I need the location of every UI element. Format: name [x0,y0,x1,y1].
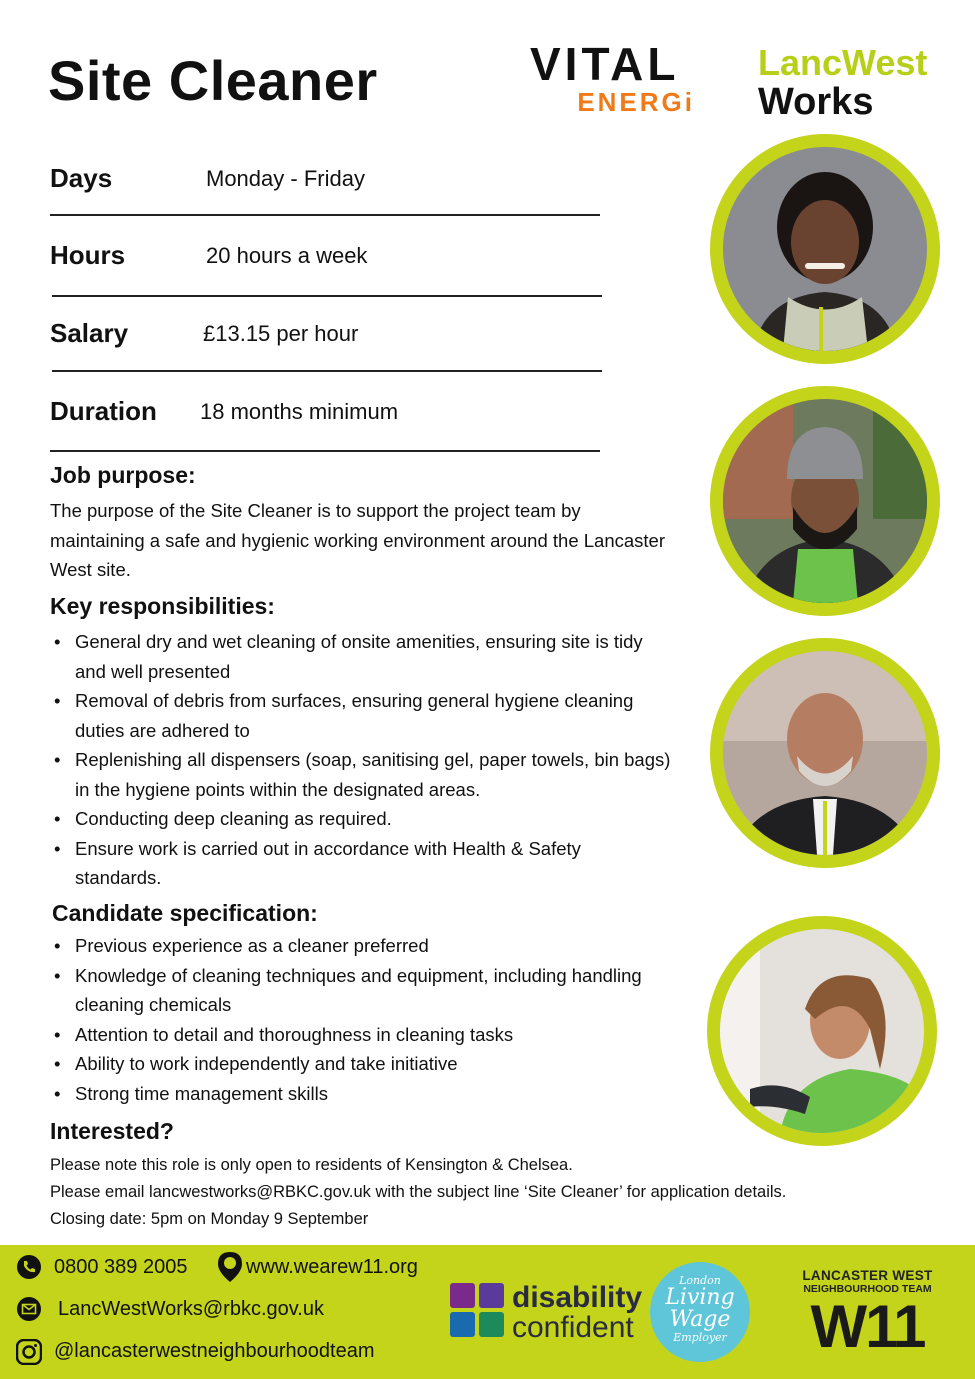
lw-living: Living [665,1285,735,1310]
job-purpose-line: maintaining a safe and hygienic working environment around the Lancaster [50,529,665,551]
social-handle[interactable]: @lancasterwestneighbourhoodteam [54,1340,375,1362]
staff-photo [707,916,937,1146]
job-purpose-line: West site. [50,559,131,580]
location-pin-icon [218,1252,242,1287]
responsibilities-heading: Key responsibilities: [50,593,275,619]
list-item: • Ensure work is carried out in accordance with Health & Safety standards. [50,834,670,893]
responsibilities-list [50,627,670,893]
list-item: • General dry and wet cleaning of onsite amenities, ensuring site is tidy and well presented [50,627,670,686]
page-title: Site Cleaner [48,49,378,112]
list-item: • Attention to detail and thoroughness in cleaning tasks [50,1020,642,1050]
instagram-icon [16,1339,42,1370]
website-link[interactable]: www.wearew11.org [246,1256,418,1278]
list-item: • Removal of debris from surfaces, ensuring general hygiene cleaning duties are adhered to [50,686,670,745]
job-purpose-text [50,496,710,585]
lw-london: London [679,1274,721,1287]
lancwest-logo-text: LancWest [758,42,928,83]
confident-text: confident [512,1311,634,1344]
w11-line1: LANCASTER WEST [802,1268,933,1283]
interested-line: Please email lancwestworks@RBKC.gov.uk with the subject line ‘Site Cleaner’ for application details. [50,1183,787,1201]
divider [50,450,600,452]
staff-photo [710,386,940,616]
divider [50,214,600,216]
duration-value: 18 months minimum [200,399,399,424]
w11-line2: NEIGHBOURHOOD TEAM [803,1283,932,1295]
email-icon [16,1296,42,1327]
living-wage-logo [650,1262,750,1362]
salary-label: Salary [50,318,129,348]
vital-logo-text: VITAL [530,38,680,90]
vital-energi-logo [530,40,695,116]
energi-logo-text: ENERGi [577,87,695,117]
job-purpose-heading: Job purpose: [50,462,196,488]
candidate-list [50,931,642,1108]
list-item: • Replenishing all dispensers (soap, sanitising gel, paper towels, bin bags) in the hygiene points within the designated areas. [50,745,670,804]
list-item: • Strong time management skills [50,1079,642,1109]
interested-line: Please note this role is only open to residents of Kensington & Chelsea. [50,1156,573,1174]
works-logo-text: Works [758,81,874,123]
candidate-heading: Candidate specification: [52,900,318,926]
disability-confident-icon [450,1283,504,1337]
disability-text: disability [512,1281,643,1314]
interested-line: Closing date: 5pm on Monday 9 September [50,1210,369,1228]
hours-value: 20 hours a week [206,243,368,268]
interested-text [50,1152,786,1233]
lw-wage: Wage [669,1307,731,1332]
list-item: • Previous experience as a cleaner preferred [50,931,642,961]
w11-logo [795,1268,940,1358]
divider [52,370,602,372]
list-item: • Ability to work independently and take initiative [50,1049,642,1079]
days-value: Monday - Friday [206,166,365,191]
lw-employer: Employer [673,1331,727,1344]
salary-value: £13.15 per hour [203,321,359,346]
phone-icon [16,1254,42,1285]
job-purpose-line: The purpose of the Site Cleaner is to support the project team by [50,500,581,521]
w11-mark: W11 [810,1293,925,1360]
divider [52,295,602,297]
staff-photo [710,638,940,868]
duration-label: Duration [50,396,157,426]
interested-heading: Interested? [50,1118,174,1144]
days-label: Days [50,163,113,193]
email-link[interactable]: LancWestWorks@rbkc.gov.uk [58,1298,324,1320]
lancwest-works-logo [758,44,927,122]
staff-photo [710,134,940,364]
list-item: • Conducting deep cleaning as required. [50,804,670,834]
phone-number[interactable]: 0800 389 2005 [54,1256,188,1278]
hours-label: Hours [50,240,126,270]
list-item: • Knowledge of cleaning techniques and equipment, including handling cleaning chemicals [50,961,642,1020]
